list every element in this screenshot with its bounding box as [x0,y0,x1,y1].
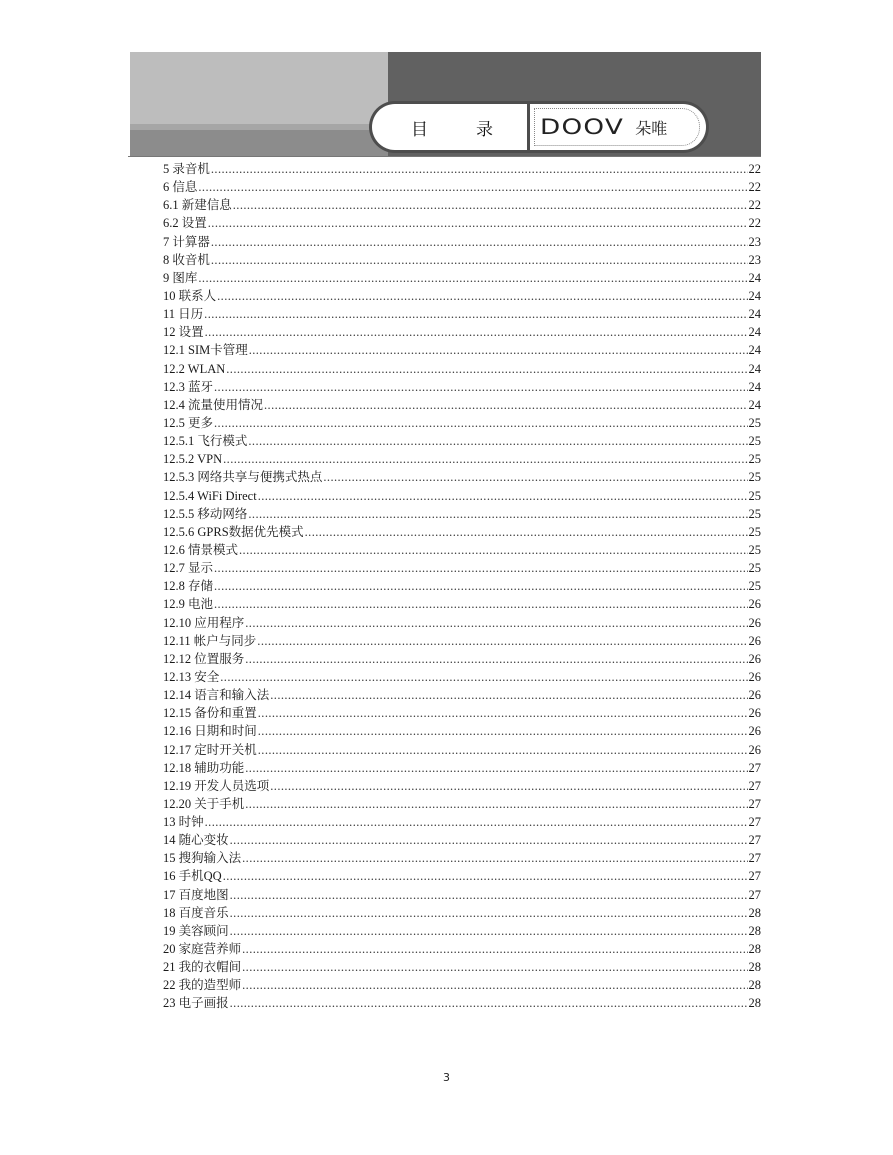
toc-leader-dots [264,396,747,414]
toc-entry[interactable] [163,958,761,976]
toc-entry-label: 11 日历 [163,307,204,322]
toc-entry[interactable] [163,160,761,178]
toc-leader-dots [248,505,747,523]
toc-entry-page: 28 [748,942,761,957]
toc-entry[interactable] [163,777,761,795]
toc-entry-page: 25 [748,488,761,503]
toc-leader-dots [230,831,748,849]
toc-entry-page: 26 [748,688,761,703]
toc-leader-dots [223,450,747,468]
toc-entry-label: 6 信息 [163,180,198,195]
title-char-left: 目 [411,119,428,140]
toc-entry-page: 24 [748,288,761,303]
toc-entry-label: 12.10 应用程序 [163,615,245,630]
banner-light-panel [130,52,388,124]
section-title-tab [372,104,532,150]
toc-entry-page: 26 [748,669,761,684]
toc-entry-label: 17 百度地图 [163,887,229,902]
toc-entry-label: 12.5.6 GPRS数据优先模式 [163,524,304,539]
toc-entry-page: 24 [748,397,761,412]
toc-entry-page: 28 [748,923,761,938]
toc-entry-page: 26 [748,633,761,648]
toc-entry-page: 26 [748,597,761,612]
toc-entry-page: 27 [748,851,761,866]
toc-entry[interactable] [163,396,761,414]
toc-entry-page: 25 [748,579,761,594]
toc-entry-label: 12.6 情景模式 [163,542,239,557]
toc-entry[interactable] [163,741,761,759]
toc-entry[interactable] [163,722,761,740]
toc-entry-page: 24 [748,270,761,285]
toc-leader-dots [220,668,747,686]
toc-leader-dots [258,704,748,722]
toc-entry-page: 22 [748,162,761,176]
toc-entry-label: 6.1 新建信息 [163,198,232,213]
toc-leader-dots [226,360,747,378]
toc-entry-label: 12.5 更多 [163,415,214,430]
toc-entry[interactable] [163,922,761,940]
toc-leader-dots [242,958,747,976]
toc-entry-page: 27 [748,760,761,775]
toc-leader-dots [323,468,747,486]
toc-entry[interactable] [163,849,761,867]
toc-entry-page: 28 [748,996,761,1011]
toc-entry-page: 24 [748,379,761,394]
toc-entry-page: 22 [748,180,761,195]
toc-entry[interactable] [163,378,761,396]
toc-entry[interactable] [163,341,761,359]
toc-entry[interactable] [163,940,761,958]
toc-entry-label: 8 收音机 [163,252,210,267]
toc-entry-label: 12.5.4 WiFi Direct [163,488,257,503]
toc-leader-dots [257,632,747,650]
toc-entry-label: 14 随心变妆 [163,833,229,848]
toc-leader-dots [245,795,747,813]
toc-entry-page: 26 [748,651,761,666]
toc-entry[interactable] [163,577,761,595]
toc-entry[interactable] [163,650,761,668]
toc-entry-label: 12.12 位置服务 [163,651,245,666]
toc-leader-dots [242,940,747,958]
toc-entry-page: 24 [748,307,761,322]
toc-leader-dots [270,777,747,795]
logo-chinese-name: 朵唯 [635,118,668,138]
toc-leader-dots [214,577,747,595]
toc-entry[interactable] [163,251,761,269]
toc-entry-page: 24 [748,343,761,358]
toc-entry-label: 22 我的造型师 [163,978,242,993]
toc-entry-label: 18 百度音乐 [163,905,229,920]
toc-entry-label: 12.17 定时开关机 [163,742,257,757]
toc-entry[interactable] [163,704,761,722]
toc-entry[interactable] [163,323,761,341]
toc-entry-page: 22 [748,198,761,213]
toc-leader-dots [214,595,747,613]
toc-leader-dots [242,976,747,994]
toc-entry[interactable] [163,360,761,378]
toc-leader-dots [230,886,748,904]
toc-entry-page: 27 [748,796,761,811]
toc-leader-dots [242,849,747,867]
toc-leader-dots [230,922,748,940]
toc-leader-dots [204,305,747,323]
toc-leader-dots [205,813,748,831]
toc-leader-dots [270,686,747,704]
toc-entry[interactable] [163,632,761,650]
toc-entry-page: 27 [748,887,761,902]
toc-leader-dots [249,341,748,359]
banner-stripe [130,124,388,130]
toc-entry-label: 15 搜狗输入法 [163,851,242,866]
toc-entry-label: 12.16 日期和时间 [163,724,257,739]
toc-leader-dots [305,523,748,541]
toc-leader-dots [211,160,748,178]
toc-entry-label: 23 电子画报 [163,996,229,1011]
toc-entry-page: 24 [748,361,761,376]
toc-leader-dots [217,287,747,305]
toc-entry[interactable] [163,305,761,323]
toc-entry-label: 12.5.2 VPN [163,452,223,467]
toc-entry-label: 12.2 WLAN [163,361,226,376]
toc-entry-label: 21 我的衣帽间 [163,960,242,975]
toc-leader-dots [214,559,747,577]
toc-entry-page: 25 [748,524,761,539]
toc-entry-page: 25 [748,415,761,430]
toc-entry-page: 25 [748,506,761,521]
toc-entry-label: 7 计算器 [163,234,210,249]
toc-entry-page: 23 [748,252,761,267]
toc-entry[interactable] [163,904,761,922]
toc-entry-page: 28 [748,960,761,975]
toc-entry[interactable] [163,795,761,813]
toc-entry[interactable] [163,487,761,505]
toc-entry[interactable] [163,686,761,704]
toc-leader-dots [214,378,747,396]
toc-entry[interactable] [163,541,761,559]
toc-leader-dots [223,867,748,885]
toc-entry-page: 26 [748,742,761,757]
toc-entry-label: 12.20 关于手机 [163,796,245,811]
toc-entry[interactable] [163,668,761,686]
toc-leader-dots [245,650,747,668]
toc-entry[interactable] [163,831,761,849]
toc-leader-dots [233,196,748,214]
toc-entry[interactable] [163,178,761,196]
toc-entry[interactable] [163,976,761,994]
toc-entry-page: 27 [748,869,761,884]
toc-entry[interactable] [163,196,761,214]
toc-entry-page: 25 [748,434,761,449]
header-rule [128,156,761,157]
toc-entry-label: 12.13 安全 [163,669,220,684]
toc-leader-dots [230,904,748,922]
table-of-contents [163,160,761,1013]
toc-entry-page: 25 [748,470,761,485]
toc-entry[interactable] [163,269,761,287]
toc-entry[interactable] [163,614,761,632]
toc-entry[interactable] [163,523,761,541]
toc-leader-dots [248,432,747,450]
toc-entry-label: 13 时钟 [163,815,204,830]
toc-leader-dots [258,487,748,505]
toc-entry-label: 12.7 显示 [163,561,214,576]
toc-entry-label: 12.19 开发人员选项 [163,778,270,793]
toc-entry-label: 12.14 语言和输入法 [163,688,270,703]
toc-entry-page: 25 [748,452,761,467]
toc-entry[interactable] [163,287,761,305]
toc-entry-label: 12.5.3 网络共享与便携式热点 [163,470,323,485]
toc-entry[interactable] [163,595,761,613]
toc-entry-label: 12.1 SIM卡管理 [163,343,248,358]
page-number: 3 [443,1071,450,1084]
toc-entry-label: 20 家庭营养师 [163,942,242,957]
toc-entry-page: 27 [748,815,761,830]
toc-entry-label: 6.2 设置 [163,216,207,231]
toc-entry-page: 24 [748,325,761,340]
toc-entry-page: 26 [748,724,761,739]
toc-leader-dots [245,759,747,777]
toc-entry[interactable] [163,468,761,486]
brand-logo [530,104,706,150]
toc-entry-page: 27 [748,833,761,848]
toc-entry-label: 12.5.1 飞行模式 [163,434,248,449]
toc-entry-label: 12.18 辅助功能 [163,760,245,775]
toc-entry[interactable] [163,994,761,1012]
title-char-right: 录 [476,119,493,140]
toc-entry-label: 12 设置 [163,325,204,340]
toc-entry[interactable] [163,233,761,251]
toc-entry-label: 12.3 蓝牙 [163,379,214,394]
toc-leader-dots [245,614,747,632]
toc-entry-page: 23 [748,234,761,249]
toc-entry-page: 25 [748,542,761,557]
toc-entry-label: 16 手机QQ [163,869,222,884]
toc-entry-label: 10 联系人 [163,288,217,303]
toc-entry-page: 22 [748,216,761,231]
toc-entry-label: 9 图库 [163,270,198,285]
toc-entry-label: 12.15 备份和重置 [163,706,257,721]
toc-entry-label: 19 美容顾问 [163,923,229,938]
toc-leader-dots [205,323,748,341]
toc-entry[interactable] [163,505,761,523]
toc-leader-dots [208,214,748,232]
toc-entry[interactable] [163,432,761,450]
toc-entry[interactable] [163,559,761,577]
header-banner [130,52,761,156]
toc-entry-label: 5 录音机 [163,162,210,176]
toc-entry[interactable] [163,867,761,885]
toc-entry[interactable] [163,214,761,232]
toc-entry-page: 28 [748,905,761,920]
toc-entry-label: 12.4 流量使用情况 [163,397,264,412]
toc-entry-label: 12.11 帐户与同步 [163,633,257,648]
toc-entry[interactable] [163,759,761,777]
toc-entry-page: 27 [748,778,761,793]
toc-entry[interactable] [163,886,761,904]
toc-leader-dots [198,269,747,287]
toc-leader-dots [211,251,748,269]
toc-entry[interactable] [163,414,761,432]
toc-leader-dots [198,178,747,196]
toc-entry-page: 26 [748,615,761,630]
toc-entry-label: 12.9 电池 [163,597,214,612]
toc-leader-dots [214,414,747,432]
logo-wordmark: DOOV [540,115,625,139]
toc-entry[interactable] [163,450,761,468]
toc-entry-page: 28 [748,978,761,993]
toc-leader-dots [211,233,748,251]
toc-entry-page: 26 [748,706,761,721]
toc-leader-dots [258,741,748,759]
toc-entry-label: 12.8 存储 [163,579,214,594]
toc-entry-label: 12.5.5 移动网络 [163,506,248,521]
toc-leader-dots [258,722,748,740]
toc-leader-dots [230,994,748,1012]
toc-entry[interactable] [163,813,761,831]
toc-leader-dots [239,541,747,559]
toc-entry-page: 25 [748,561,761,576]
